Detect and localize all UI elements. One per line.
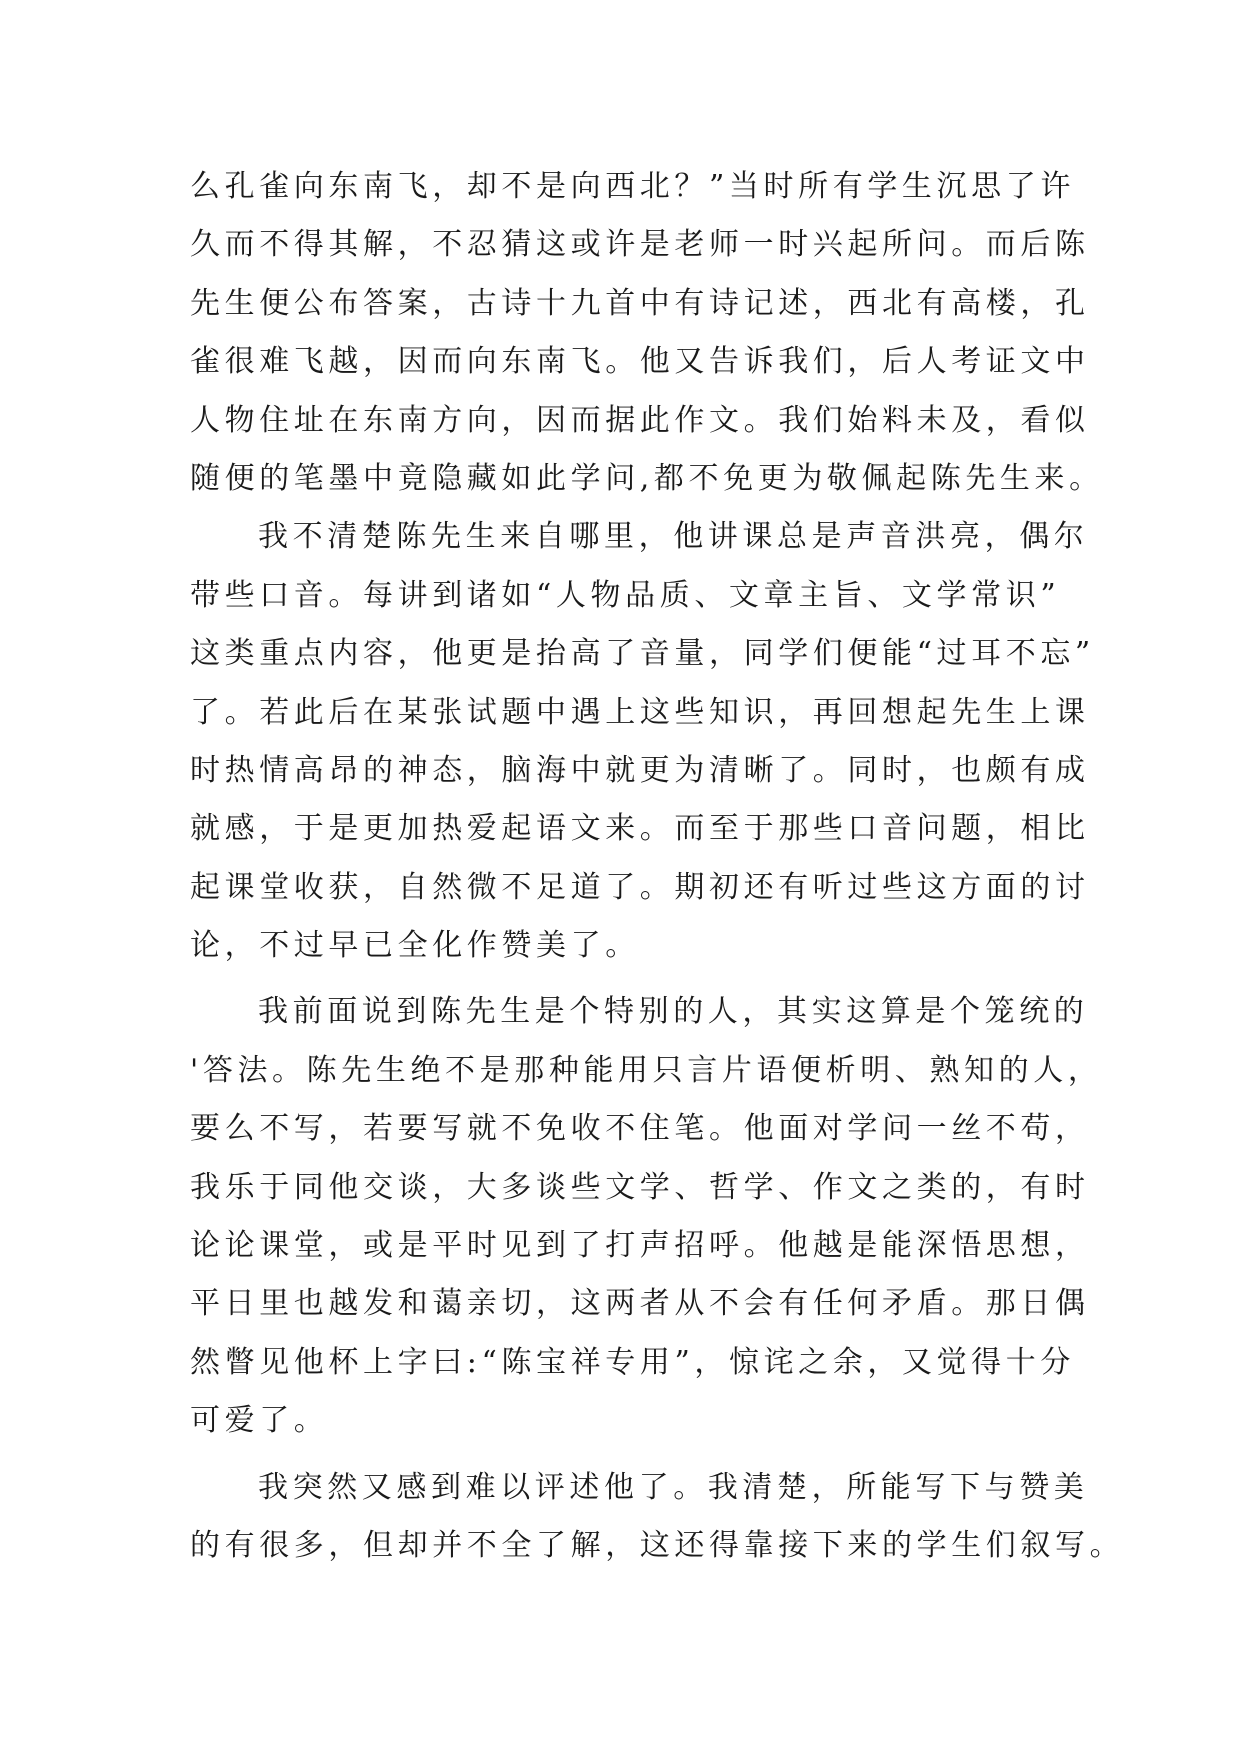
paragraph-4 <box>190 1459 1125 1576</box>
text-line: 时热情高昂的神态，脑海中就更为清晰了。同时，也颇有成 <box>190 752 1090 788</box>
text-line: 平日里也越发和蔼亲切，这两者从不会有任何矛盾。那日偶 <box>190 1286 1090 1322</box>
text-line: 我乐于同他交谈，大多谈些文学、哲学、作文之类的，有时 <box>190 1169 1090 1205</box>
text-line: 雀很难飞越，因而向东南飞。他又告诉我们，后人考证文中 <box>190 344 1090 380</box>
document-body <box>190 158 1125 1575</box>
text-line: 了。若此后在某张试题中遇上这些知识，再回想起先生上课 <box>190 694 1090 730</box>
text-line: 随便的笔墨中竟隐藏如此学问,都不免更为敬佩起陈先生来。 <box>190 460 1104 496</box>
text-line: 可爱了。 <box>190 1403 329 1439</box>
text-line: 论，不过早已全化作赞美了。 <box>190 928 640 964</box>
text-line: 要么不写，若要写就不免收不住笔。他面对学问一丝不苟， <box>190 1111 1090 1147</box>
text-line: 人物住址在东南方向，因而据此作文。我们始料未及，看似 <box>190 402 1090 438</box>
text-line: 的有很多，但却并不全了解，这还得靠接下来的学生们叙写。 <box>190 1527 1125 1563</box>
text-line: 先生便公布答案，古诗十九首中有诗记述，西北有高楼，孔 <box>190 285 1090 321</box>
paragraph-spacing <box>190 975 1070 983</box>
text-line: 么孔雀向东南飞，却不是向西北？”当时所有学生沉思了许 <box>190 169 1075 204</box>
text-line: 就感，于是更加热爱起语文来。而至于那些口音问题，相比 <box>190 811 1090 847</box>
text-line-indented: 我不清楚陈先生来自哪里，他讲课总是声音洪亮，偶尔 <box>258 519 1089 555</box>
paragraph-spacing <box>190 1451 1070 1459</box>
text-line: 然瞥见他杯上字曰:“陈宝祥专用”，惊诧之余，又觉得十分 <box>190 1344 1075 1380</box>
text-line: 论论课堂，或是平时见到了打声招呼。他越是能深悟思想， <box>190 1228 1090 1264</box>
text-line: 起课堂收获，自然微不足道了。期初还有听过些这方面的讨 <box>190 869 1090 905</box>
text-line: 这类重点内容，他更是抬高了音量，同学们便能“过耳不忘” <box>190 636 1095 672</box>
paragraph-1 <box>190 158 1104 508</box>
paragraph-3 <box>190 983 1103 1450</box>
text-line-indented: 我突然又感到难以评述他了。我清楚，所能写下与赞美 <box>258 1469 1089 1505</box>
text-line-indented: 我前面说到陈先生是个特别的人，其实这算是个笼统的 <box>258 994 1089 1030</box>
text-line: '答法。陈先生绝不是那种能用只言片语便析明、熟知的人， <box>190 1052 1103 1088</box>
text-line: 久而不得其解，不忍猜这或许是老师一时兴起所问。而后陈 <box>190 227 1090 263</box>
paragraph-2 <box>190 508 1095 975</box>
text-line: 带些口音。每讲到诸如“人物品质、文章主旨、文学常识” <box>190 577 1061 613</box>
